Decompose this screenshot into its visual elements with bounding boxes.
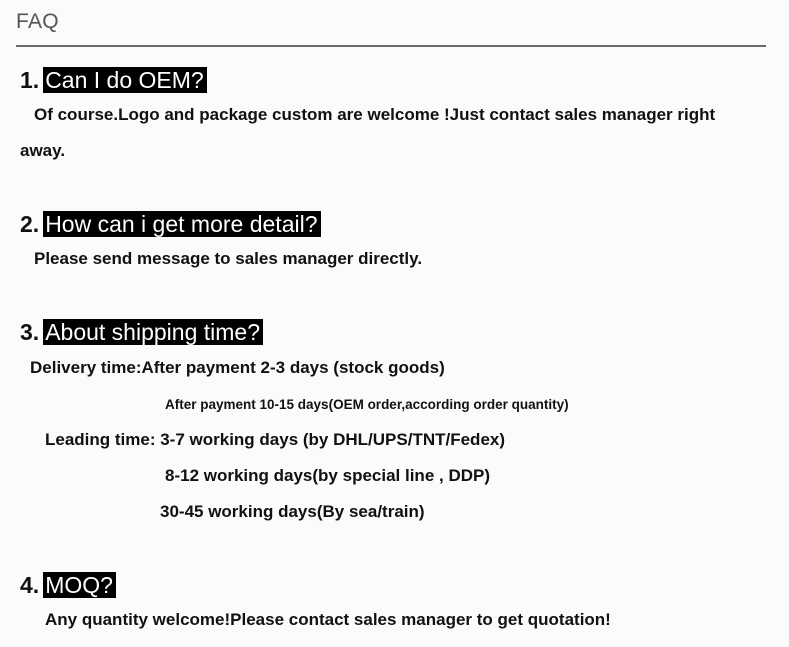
faq-answer-3-line-1: Delivery time:After payment 2-3 days (stock goods) — [30, 358, 445, 377]
faq-question-4 — [20, 571, 116, 600]
question-text: MOQ? — [43, 572, 116, 598]
faq-answer-3-line-5: 30-45 working days(By sea/train) — [160, 502, 425, 521]
faq-answer-3-line-3: Leading time: 3-7 working days (by DHL/UPS/TNT/Fedex) — [45, 430, 506, 449]
question-text: About shipping time? — [43, 319, 263, 345]
question-number: 4. — [20, 572, 40, 598]
question-number: 2. — [20, 211, 40, 237]
question-text: Can I do OEM? — [43, 67, 207, 93]
faq-answer-1-line-1: Of course.Logo and package custom are welcome !Just contact sales manager right — [34, 105, 716, 124]
faq-answer-3-line-2: After payment 10-15 days(OEM order,according order quantity) — [165, 397, 569, 412]
faq-question-3 — [20, 318, 263, 347]
faq-answer-1-line-2: away. — [20, 141, 66, 160]
faq-answer-3-line-4: 8-12 working days(by special line , DDP) — [165, 466, 490, 485]
question-number: 3. — [20, 319, 40, 345]
header-divider — [16, 45, 766, 47]
question-text: How can i get more detail? — [43, 211, 320, 237]
faq-question-1 — [20, 66, 207, 95]
question-number: 1. — [20, 67, 40, 93]
faq-answer-4-line-1: Any quantity welcome!Please contact sales manager to get quotation! — [45, 610, 611, 629]
faq-question-2 — [20, 210, 321, 239]
faq-header: FAQ — [16, 10, 59, 33]
faq-answer-2-line-1: Please send message to sales manager directly. — [34, 249, 423, 268]
